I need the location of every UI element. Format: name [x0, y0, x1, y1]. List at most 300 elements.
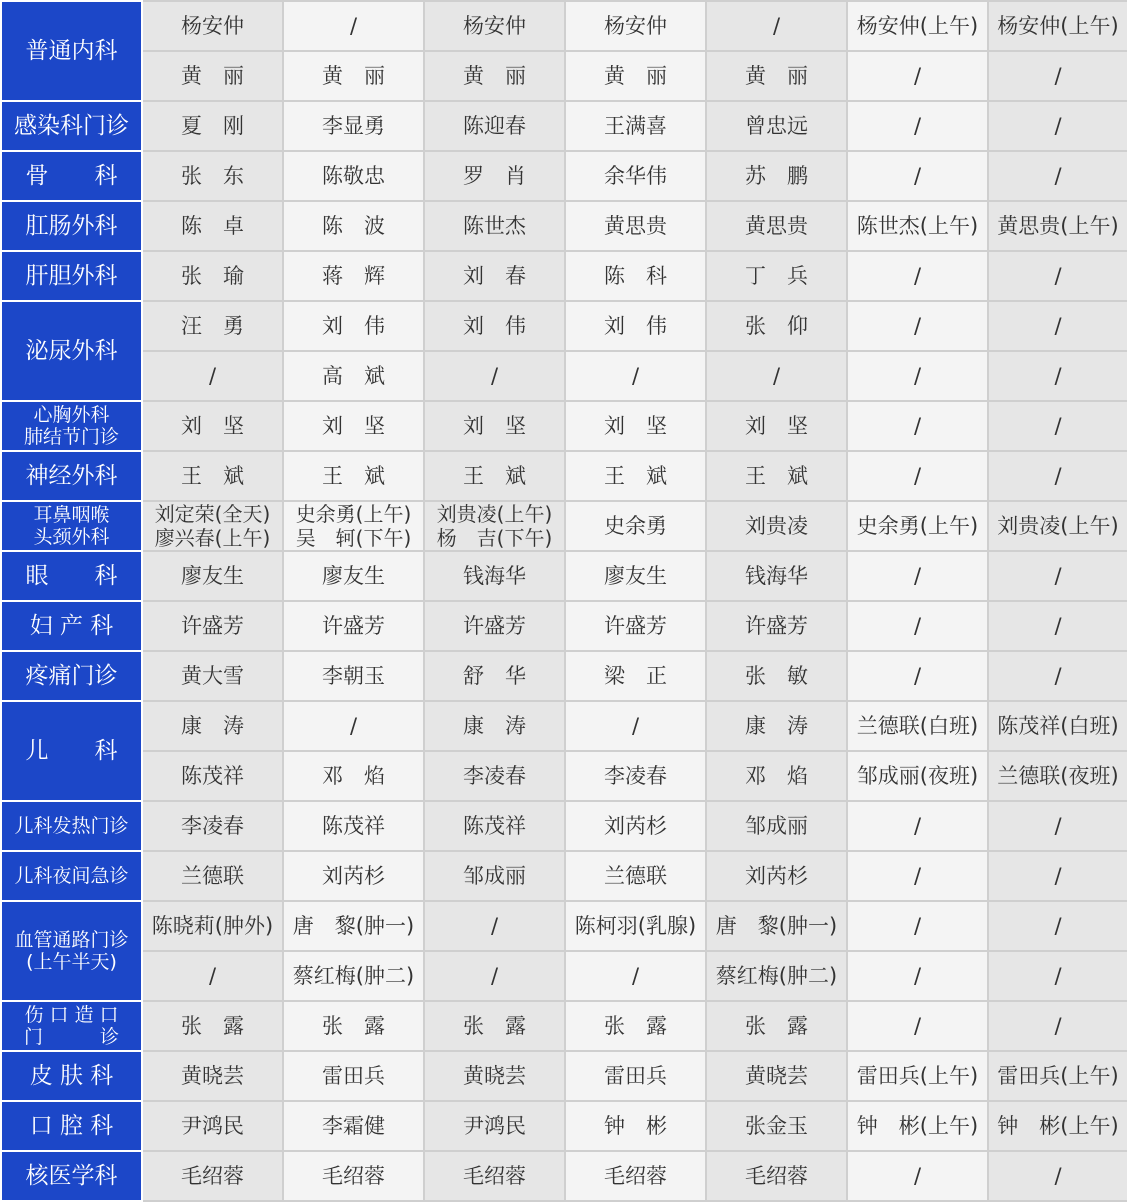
- table-row: [1, 1151, 1127, 1201]
- doctor-cell: [565, 801, 706, 851]
- doctor-name: 蔡红梅(肿二): [715, 964, 838, 988]
- doctor-name: 史余勇: [604, 514, 667, 538]
- doctor-cell: [847, 251, 988, 301]
- doctor-name: /: [631, 714, 640, 738]
- department-cell: [1, 701, 142, 801]
- department-label: 伤 口 造 口: [24, 1004, 119, 1026]
- doctor-cell: [847, 651, 988, 701]
- doctor-cell: [706, 51, 847, 101]
- doctor-cell: [424, 851, 565, 901]
- doctor-cell: [142, 851, 283, 901]
- doctor-cell: [283, 651, 424, 701]
- doctor-cell: [706, 1151, 847, 1201]
- doctor-cell: [565, 651, 706, 701]
- table-row: [1, 951, 1127, 1001]
- doctor-cell: [283, 1051, 424, 1101]
- doctor-cell: [706, 951, 847, 1001]
- doctor-name: 黄 丽: [745, 64, 808, 88]
- doctor-name: /: [1054, 864, 1062, 888]
- doctor-name: 许盛芳: [604, 614, 667, 638]
- doctor-name: /: [208, 364, 217, 388]
- department-label: 头颈外科: [33, 526, 110, 548]
- doctor-name: 陈世杰(上午): [856, 214, 979, 238]
- doctor-name: /: [913, 1164, 922, 1188]
- doctor-name: 吴 轲(下午): [295, 526, 412, 550]
- doctor-name: 唐 黎(肿一): [715, 914, 838, 938]
- doctor-cell: [847, 851, 988, 901]
- department-label: 门 诊: [23, 1026, 119, 1048]
- doctor-cell: [847, 501, 988, 551]
- doctor-name: 夏 刚: [181, 114, 244, 138]
- doctor-cell: [283, 951, 424, 1001]
- doctor-name: 邹成丽(夜班): [856, 764, 979, 788]
- doctor-name: /: [631, 364, 640, 388]
- doctor-cell: [142, 201, 283, 251]
- doctor-cell: [847, 301, 988, 351]
- doctor-name: 邹成丽: [745, 814, 808, 838]
- doctor-name: /: [631, 964, 640, 988]
- doctor-cell: [988, 751, 1127, 801]
- doctor-name: /: [913, 864, 922, 888]
- doctor-cell: [706, 601, 847, 651]
- doctor-cell: [283, 451, 424, 501]
- doctor-cell: [142, 451, 283, 501]
- doctor-cell: [424, 901, 565, 951]
- doctor-cell: [565, 51, 706, 101]
- doctor-cell: [565, 501, 706, 551]
- department-cell: [1, 201, 142, 251]
- table-row: [1, 1, 1127, 51]
- doctor-name: 钟 彬: [604, 1114, 667, 1138]
- doctor-name: 毛绍蓉: [604, 1164, 667, 1188]
- department-label: 神经外科: [25, 463, 118, 489]
- table-row: [1, 401, 1127, 451]
- doctor-cell: [706, 151, 847, 201]
- doctor-cell: [565, 1151, 706, 1201]
- doctor-name: 舒 华: [463, 664, 526, 688]
- doctor-name: 毛绍蓉: [181, 1164, 244, 1188]
- doctor-name: 康 涛: [745, 714, 808, 738]
- doctor-name: 李霜健: [322, 1114, 385, 1138]
- doctor-cell: [142, 951, 283, 1001]
- doctor-name: 刘定荣(全天): [154, 502, 271, 526]
- doctor-name: /: [913, 964, 922, 988]
- doctor-cell: [847, 1051, 988, 1101]
- doctor-cell: [283, 751, 424, 801]
- doctor-cell: [424, 801, 565, 851]
- department-label: 儿科发热门诊: [14, 815, 129, 837]
- doctor-name: 高 斌: [322, 364, 385, 388]
- doctor-cell: [142, 751, 283, 801]
- doctor-cell: [283, 501, 424, 551]
- doctor-cell: [988, 1, 1127, 51]
- doctor-name: 廖友生: [604, 564, 667, 588]
- doctor-cell: [706, 251, 847, 301]
- doctor-cell: [706, 201, 847, 251]
- doctor-cell: [142, 601, 283, 651]
- doctor-cell: [847, 1, 988, 51]
- department-cell: [1, 1001, 142, 1051]
- doctor-cell: [988, 801, 1127, 851]
- doctor-cell: [565, 751, 706, 801]
- doctor-name: 王 斌: [181, 464, 244, 488]
- table-row: [1, 551, 1127, 601]
- department-cell: [1, 251, 142, 301]
- doctor-name: 汪 勇: [181, 314, 244, 338]
- doctor-cell: [424, 651, 565, 701]
- doctor-cell: [283, 901, 424, 951]
- doctor-name: 许盛芳: [745, 614, 808, 638]
- doctor-cell: [424, 451, 565, 501]
- doctor-cell: [424, 101, 565, 151]
- doctor-name: /: [1054, 814, 1062, 838]
- department-cell: [1, 601, 142, 651]
- department-cell: [1, 301, 142, 401]
- doctor-cell: [847, 101, 988, 151]
- doctor-cell: [988, 301, 1127, 351]
- doctor-cell: [565, 551, 706, 601]
- doctor-cell: [424, 1051, 565, 1101]
- doctor-cell: [283, 251, 424, 301]
- doctor-cell: [424, 401, 565, 451]
- table-row: [1, 451, 1127, 501]
- department-label: 疼痛门诊: [25, 663, 118, 689]
- doctor-name: 陈茂祥: [463, 814, 526, 838]
- doctor-name: 兰德联(白班): [856, 714, 979, 738]
- table-row: [1, 801, 1127, 851]
- doctor-cell: [706, 751, 847, 801]
- table-row: [1, 1001, 1127, 1051]
- doctor-name: 刘 伟: [604, 314, 667, 338]
- department-label: 泌尿外科: [25, 338, 118, 364]
- doctor-cell: [565, 401, 706, 451]
- doctor-name: /: [913, 264, 922, 288]
- doctor-name: 王 斌: [604, 464, 667, 488]
- doctor-cell: [706, 551, 847, 601]
- doctor-cell: [424, 1001, 565, 1051]
- doctor-name: /: [1054, 114, 1062, 138]
- doctor-cell: [142, 401, 283, 451]
- doctor-name: 黄思贵(上午): [997, 214, 1119, 238]
- doctor-cell: [565, 1051, 706, 1101]
- department-label: 骨 科: [25, 163, 118, 189]
- doctor-name: 尹鸿民: [181, 1114, 244, 1138]
- table-row: [1, 201, 1127, 251]
- doctor-name: /: [490, 964, 499, 988]
- doctor-name: 刘贵凌: [745, 514, 808, 538]
- doctor-cell: [142, 1151, 283, 1201]
- doctor-cell: [565, 701, 706, 751]
- doctor-cell: [706, 1001, 847, 1051]
- doctor-name: /: [913, 664, 922, 688]
- doctor-cell: [142, 901, 283, 951]
- doctor-name: 杨安仲: [181, 14, 244, 38]
- doctor-name: /: [1054, 564, 1062, 588]
- doctor-cell: [565, 951, 706, 1001]
- doctor-cell: [424, 601, 565, 651]
- doctor-name: 刘 坚: [604, 414, 667, 438]
- doctor-cell: [283, 351, 424, 401]
- doctor-name: /: [913, 464, 922, 488]
- doctor-name: 李凌春: [463, 764, 526, 788]
- doctor-cell: [283, 701, 424, 751]
- doctor-cell: [283, 151, 424, 201]
- doctor-cell: [424, 501, 565, 551]
- doctor-name: 张 露: [745, 1014, 808, 1038]
- doctor-cell: [142, 101, 283, 151]
- department-cell: [1, 1, 142, 101]
- doctor-name: 张 敏: [745, 664, 808, 688]
- doctor-name: /: [208, 964, 217, 988]
- doctor-cell: [142, 1051, 283, 1101]
- doctor-name: /: [490, 364, 499, 388]
- table-row: [1, 601, 1127, 651]
- doctor-name: 黄大雪: [181, 664, 244, 688]
- doctor-cell: [142, 801, 283, 851]
- doctor-cell: [988, 51, 1127, 101]
- doctor-cell: [706, 901, 847, 951]
- doctor-cell: [847, 1151, 988, 1201]
- doctor-name: /: [913, 114, 922, 138]
- doctor-cell: [706, 651, 847, 701]
- doctor-name: 邓 焰: [745, 764, 808, 788]
- doctor-cell: [988, 251, 1127, 301]
- doctor-cell: [988, 401, 1127, 451]
- doctor-name: 邓 焰: [322, 764, 385, 788]
- doctor-cell: [283, 801, 424, 851]
- doctor-name: 黄思贵: [745, 214, 808, 238]
- doctor-name: /: [1054, 914, 1062, 938]
- table-row: [1, 751, 1127, 801]
- doctor-cell: [847, 151, 988, 201]
- doctor-cell: [424, 701, 565, 751]
- doctor-name: 许盛芳: [181, 614, 244, 638]
- doctor-cell: [565, 851, 706, 901]
- doctor-cell: [424, 351, 565, 401]
- doctor-name: 雷田兵: [604, 1064, 667, 1088]
- doctor-cell: [988, 151, 1127, 201]
- doctor-name: /: [349, 714, 358, 738]
- table-row: [1, 701, 1127, 751]
- doctor-name: 康 涛: [463, 714, 526, 738]
- doctor-cell: [142, 701, 283, 751]
- department-label: 肺结节门诊: [23, 426, 119, 448]
- doctor-cell: [424, 1151, 565, 1201]
- doctor-name: 兰德联: [604, 864, 667, 888]
- doctor-name: 钟 彬(上午): [997, 1114, 1119, 1138]
- doctor-name: /: [1054, 414, 1062, 438]
- doctor-cell: [847, 901, 988, 951]
- doctor-name: /: [772, 364, 781, 388]
- doctor-name: 李凌春: [181, 814, 244, 838]
- doctor-cell: [283, 601, 424, 651]
- doctor-name: /: [913, 614, 922, 638]
- doctor-cell: [565, 901, 706, 951]
- doctor-name: 杨安仲(上午): [856, 14, 979, 38]
- doctor-cell: [142, 151, 283, 201]
- doctor-name: /: [1054, 164, 1062, 188]
- doctor-name: /: [1054, 314, 1062, 338]
- doctor-name: 陈茂祥: [322, 814, 385, 838]
- doctor-name: 张金玉: [745, 1114, 808, 1138]
- doctor-cell: [283, 401, 424, 451]
- doctor-name: 黄 丽: [322, 64, 385, 88]
- table-row: [1, 51, 1127, 101]
- doctor-name: /: [913, 164, 922, 188]
- doctor-cell: [988, 1001, 1127, 1051]
- doctor-name: 刘 坚: [181, 414, 244, 438]
- doctor-cell: [847, 951, 988, 1001]
- doctor-cell: [565, 1, 706, 51]
- doctor-cell: [706, 1, 847, 51]
- doctor-cell: [283, 1101, 424, 1151]
- doctor-name: /: [490, 914, 499, 938]
- doctor-cell: [988, 451, 1127, 501]
- doctor-name: 杨安仲: [463, 14, 526, 38]
- doctor-name: 王满喜: [604, 114, 667, 138]
- doctor-cell: [424, 751, 565, 801]
- doctor-cell: [283, 851, 424, 901]
- doctor-cell: [706, 401, 847, 451]
- doctor-cell: [565, 251, 706, 301]
- doctor-name: 陈 卓: [181, 214, 244, 238]
- doctor-name: 尹鸿民: [463, 1114, 526, 1138]
- doctor-name: /: [1054, 364, 1062, 388]
- department-cell: [1, 801, 142, 851]
- department-label: 普通内科: [25, 38, 118, 64]
- doctor-name: 刘芮杉: [604, 814, 667, 838]
- doctor-name: 杨安仲(上午): [997, 14, 1119, 38]
- doctor-name: /: [913, 64, 922, 88]
- doctor-cell: [424, 251, 565, 301]
- department-cell: [1, 901, 142, 1001]
- doctor-cell: [988, 201, 1127, 251]
- doctor-name: 毛绍蓉: [322, 1164, 385, 1188]
- doctor-name: 刘 坚: [745, 414, 808, 438]
- department-cell: [1, 401, 142, 451]
- doctor-cell: [283, 1, 424, 51]
- table-row: [1, 351, 1127, 401]
- department-label: (上午半天): [26, 951, 117, 973]
- doctor-name: 陈柯羽(乳腺): [574, 914, 697, 938]
- doctor-name: 黄 丽: [463, 64, 526, 88]
- doctor-cell: [706, 101, 847, 151]
- department-label: 心胸外科: [33, 404, 110, 426]
- doctor-name: 陈敬忠: [322, 164, 385, 188]
- doctor-name: /: [1054, 264, 1062, 288]
- department-cell: [1, 851, 142, 901]
- department-label: 血管通路门诊: [14, 929, 129, 951]
- doctor-name: 陈迎春: [463, 114, 526, 138]
- table-row: [1, 301, 1127, 351]
- doctor-cell: [847, 201, 988, 251]
- doctor-name: /: [913, 364, 922, 388]
- doctor-cell: [847, 601, 988, 651]
- table-row: [1, 151, 1127, 201]
- department-label: 核医学科: [25, 1163, 118, 1189]
- doctor-name: 黄 丽: [181, 64, 244, 88]
- doctor-cell: [988, 1151, 1127, 1201]
- doctor-name: 杨 吉(下午): [436, 526, 553, 550]
- doctor-cell: [847, 751, 988, 801]
- doctor-name: 丁 兵: [745, 264, 808, 288]
- doctor-cell: [988, 1051, 1127, 1101]
- doctor-name: 兰德联: [181, 864, 244, 888]
- doctor-name: 杨安仲: [604, 14, 667, 38]
- doctor-cell: [424, 1101, 565, 1151]
- doctor-name: /: [1054, 964, 1062, 988]
- doctor-name: /: [1054, 1014, 1062, 1038]
- doctor-cell: [847, 351, 988, 401]
- doctor-cell: [988, 101, 1127, 151]
- doctor-name: 刘芮杉: [745, 864, 808, 888]
- schedule-body: [1, 1, 1127, 1201]
- doctor-cell: [988, 351, 1127, 401]
- doctor-cell: [847, 701, 988, 751]
- doctor-cell: [142, 1101, 283, 1151]
- doctor-name: 王 斌: [745, 464, 808, 488]
- doctor-cell: [847, 401, 988, 451]
- doctor-name: 雷田兵: [322, 1064, 385, 1088]
- doctor-name: /: [1054, 614, 1062, 638]
- table-row: [1, 101, 1127, 151]
- doctor-name: 余华伟: [604, 164, 667, 188]
- doctor-name: /: [913, 914, 922, 938]
- department-cell: [1, 551, 142, 601]
- doctor-cell: [142, 51, 283, 101]
- doctor-cell: [424, 951, 565, 1001]
- doctor-name: 廖兴春(上午): [154, 526, 271, 550]
- doctor-cell: [142, 301, 283, 351]
- doctor-name: /: [1054, 464, 1062, 488]
- department-cell: [1, 651, 142, 701]
- doctor-cell: [847, 801, 988, 851]
- doctor-name: /: [1054, 664, 1062, 688]
- doctor-name: 廖友生: [181, 564, 244, 588]
- doctor-cell: [142, 551, 283, 601]
- doctor-name: /: [913, 814, 922, 838]
- table-row: [1, 1101, 1127, 1151]
- doctor-name: 许盛芳: [463, 614, 526, 638]
- doctor-name: 张 露: [463, 1014, 526, 1038]
- table-row: [1, 251, 1127, 301]
- department-label: 妇 产 科: [29, 613, 114, 639]
- doctor-name: 陈晓莉(肿外): [151, 914, 274, 938]
- table-row: [1, 901, 1127, 951]
- doctor-name: 张 露: [181, 1014, 244, 1038]
- doctor-name: 陈 波: [322, 214, 385, 238]
- department-cell: [1, 1101, 142, 1151]
- doctor-name: 陈茂祥: [181, 764, 244, 788]
- department-label: 眼 科: [25, 563, 118, 589]
- doctor-cell: [706, 451, 847, 501]
- table-row: [1, 651, 1127, 701]
- doctor-name: 钱海华: [463, 564, 526, 588]
- doctor-cell: [565, 1101, 706, 1151]
- doctor-cell: [988, 601, 1127, 651]
- doctor-name: 唐 黎(肿一): [292, 914, 415, 938]
- department-cell: [1, 151, 142, 201]
- doctor-name: /: [913, 414, 922, 438]
- doctor-cell: [142, 351, 283, 401]
- doctor-name: 罗 肖: [463, 164, 526, 188]
- doctor-name: 毛绍蓉: [463, 1164, 526, 1188]
- doctor-name: 邹成丽: [463, 864, 526, 888]
- doctor-cell: [988, 701, 1127, 751]
- doctor-name: 史余勇(上午): [856, 514, 979, 538]
- doctor-name: 黄 丽: [604, 64, 667, 88]
- department-label: 感染科门诊: [14, 113, 129, 139]
